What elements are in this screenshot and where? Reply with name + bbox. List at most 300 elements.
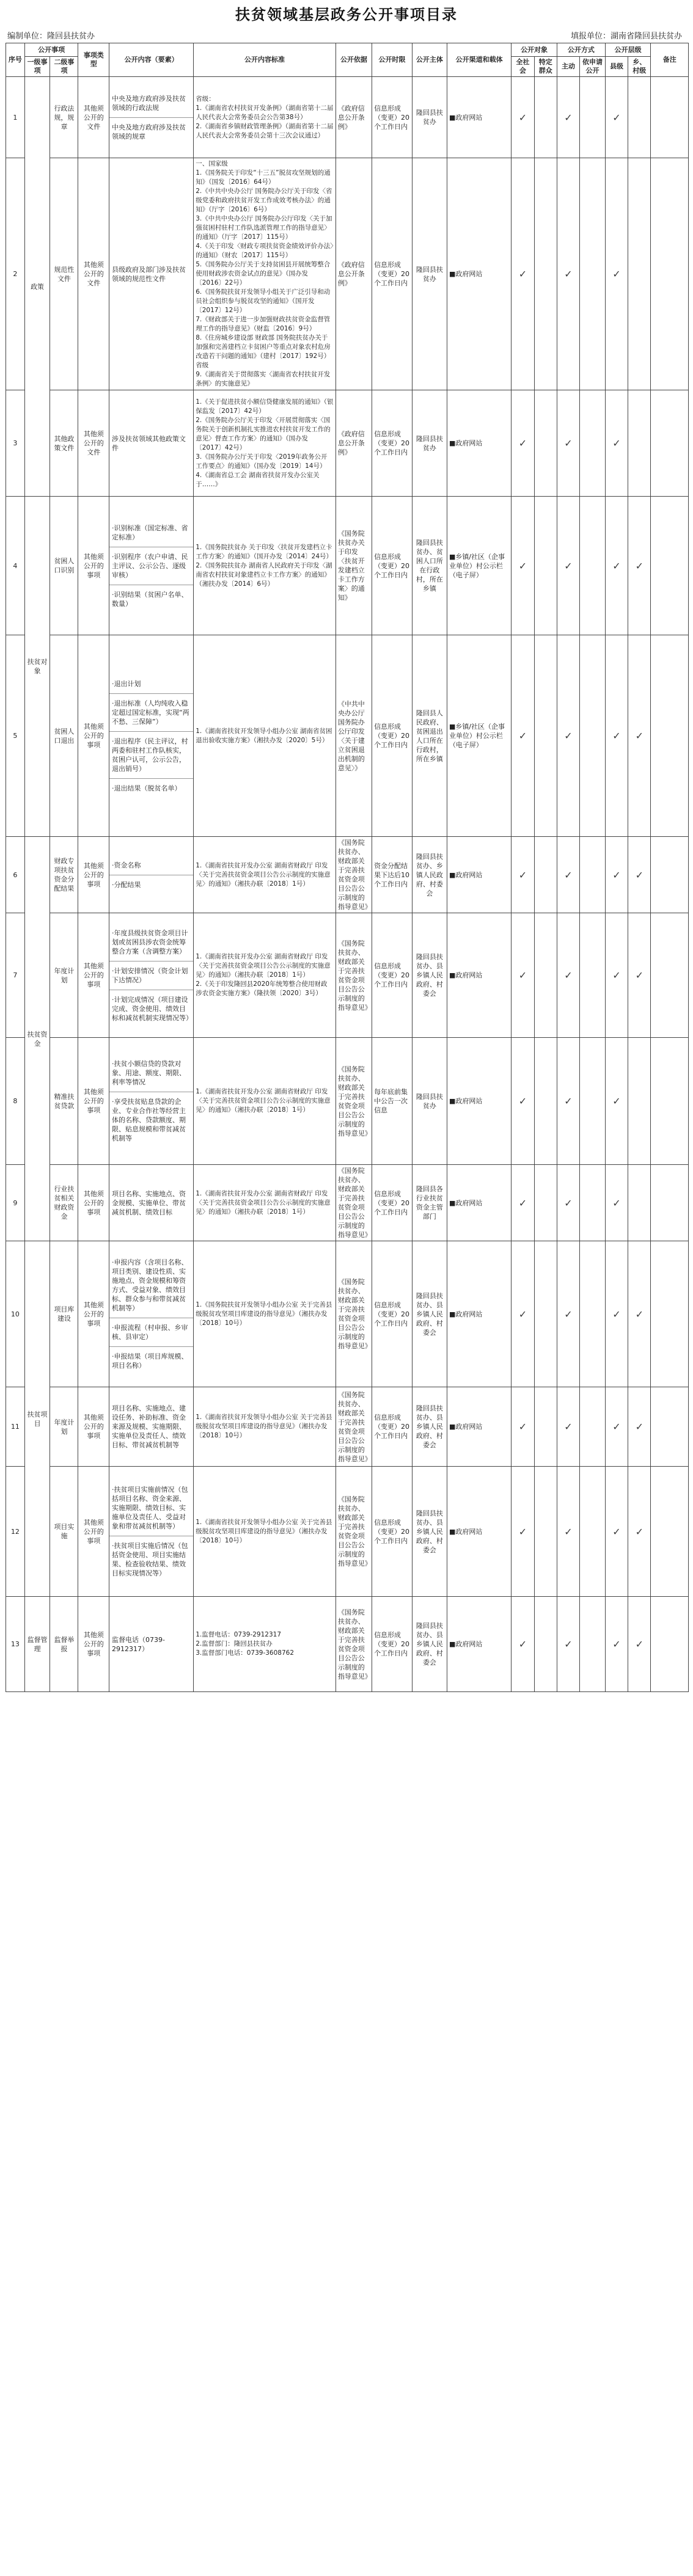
check-obj-all xyxy=(512,158,534,390)
channel: ■政府网站 xyxy=(447,390,511,497)
content-element: ·识别程序（农户申请、民主评议、公示公告、逐级审核） xyxy=(109,547,193,585)
check-mark-icon: ✓ xyxy=(564,560,573,572)
table-row xyxy=(6,1241,689,1387)
table-row xyxy=(6,1038,689,1165)
content-element: ·识别标准（国定标准、省定标准） xyxy=(109,519,193,547)
header-object: 公开对象 xyxy=(512,43,557,57)
content-elements xyxy=(109,1038,193,1165)
item-type: 其他须公开的事项 xyxy=(78,1467,109,1597)
channel: ■政府网站 xyxy=(447,1038,511,1165)
check-l-town xyxy=(628,635,651,837)
check-m-apply xyxy=(580,1165,606,1241)
disclosure-table xyxy=(6,43,689,1692)
check-mark-icon: ✓ xyxy=(612,1525,621,1538)
content-standard xyxy=(194,1597,336,1692)
content-elements xyxy=(109,1597,193,1692)
time-limit: 信息形成（变更）20个工作日内 xyxy=(372,1165,413,1241)
check-m-apply xyxy=(580,913,606,1038)
table-row xyxy=(6,77,689,158)
level1-item: 政策 xyxy=(24,77,50,497)
check-mark-icon: ✓ xyxy=(564,1308,573,1320)
legal-basis: 《中共中央办公厅 国务院办公厅印发〈关于建立贫困退出机制的意见〉》 xyxy=(336,635,372,837)
check-l-town xyxy=(628,913,651,1038)
content-elements xyxy=(109,837,193,913)
check-l-town xyxy=(628,837,651,913)
time-limit: 信息形成（变更）20个工作日内 xyxy=(372,77,413,158)
subject: 隆回县扶贫办、县乡镇人民政府、村委会 xyxy=(412,1241,447,1387)
standard-line: 4.《湖南省总工会 湖南省扶贫开发办公室关于……》 xyxy=(196,471,320,488)
content-elements xyxy=(109,390,193,497)
channel: ■乡镇/社区（企事业单位）村公示栏（电子屏） xyxy=(447,635,511,837)
check-mark-icon: ✓ xyxy=(518,1525,527,1538)
check-mark-icon: ✓ xyxy=(518,730,527,742)
header-remark: 备注 xyxy=(651,43,689,77)
subject: 隆回县扶贫办、贫困人口所在行政村，所在乡镇 xyxy=(412,497,447,635)
standard-line: 8.《住房城乡建设部 财政部 国务院扶贫办关于加强和完善建档立卡贫困户等重点对象农村危房改造若干问题的通知》（建村〔2017〕192号） xyxy=(196,334,331,360)
channel: ■政府网站 xyxy=(447,1387,511,1467)
check-m-active xyxy=(557,390,579,497)
content-elements xyxy=(109,1387,193,1467)
standard-line: 2.《湖南省乡镇财政管理条例》（湖南省第十二届人民代表大会常务委员会第十三次会议通过） xyxy=(196,122,334,139)
check-obj-all xyxy=(512,497,534,635)
level1-item: 扶贫资金 xyxy=(24,837,50,1241)
check-mark-icon: ✓ xyxy=(635,1308,644,1320)
check-mark-icon: ✓ xyxy=(518,969,527,981)
check-l-county xyxy=(605,913,628,1038)
standard-line: 1.《国务院扶贫办 关于印发〈扶贫开发建档立卡工作方案〉的通知》（国开办发〔2014〕24号） xyxy=(196,543,333,560)
check-l-town xyxy=(628,497,651,635)
level2-item: 项目库建设 xyxy=(50,1241,78,1387)
content-standard xyxy=(194,1165,336,1241)
check-l-county xyxy=(605,1038,628,1165)
subject: 隆回县扶贫办、县乡镇人民政府、村委会 xyxy=(412,1467,447,1597)
content-standard xyxy=(194,77,336,158)
check-l-town xyxy=(628,158,651,390)
legal-basis: 《政府信息公开条例》 xyxy=(336,158,372,390)
row-seq: 7 xyxy=(6,913,25,1038)
standard-line: 3.《国务院办公厅关于印发〈2019年政务公开工作要点〉的通知》（国办发〔2019〕14号） xyxy=(196,453,328,470)
check-obj-group xyxy=(534,1387,557,1467)
check-obj-group xyxy=(534,497,557,635)
content-element: ·分配结果 xyxy=(111,880,141,889)
channel: ■政府网站 xyxy=(447,158,511,390)
level1-item: 扶贫项目 xyxy=(24,1241,50,1597)
channel: ■政府网站 xyxy=(447,913,511,1038)
level2-item: 年度计划 xyxy=(50,1387,78,1467)
time-limit: 信息形成（变更）20个工作日内 xyxy=(372,913,413,1038)
check-m-apply xyxy=(580,1387,606,1467)
subject: 隆回县扶贫办 xyxy=(412,77,447,158)
content-element: 涉及扶贫领域其他政策文件 xyxy=(111,434,186,452)
level2-item: 其他政策文件 xyxy=(50,390,78,497)
standard-line: 1.《湖南省扶贫开发办公室 湖南省财政厅 印发〈关于完善扶贫资金项目公告公示制度的实施意见〉的通知》（湘扶办联〔2018〕1号） xyxy=(196,1189,331,1216)
remark xyxy=(651,913,689,1038)
time-limit: 信息形成（变更）20个工作日内 xyxy=(372,635,413,837)
check-mark-icon: ✓ xyxy=(612,268,621,280)
check-mark-icon: ✓ xyxy=(564,1197,573,1209)
standard-line: 7.《财政部关于进一步加强财政扶贫资金监督管理工作的指导意见》（财监〔2016〕9号） xyxy=(196,316,331,332)
standard-line: 3.《中共中央办公厅 国务院办公厅印发〈关于加强贫困村驻村工作队选派管理工作的指导意见〉的通知》（厅字〔2017〕115号） xyxy=(196,215,332,241)
item-type: 其他须公开的文件 xyxy=(78,158,109,390)
check-mark-icon: ✓ xyxy=(635,869,644,881)
content-elements xyxy=(109,913,193,1038)
standard-line: 2.《关于印发隆回县2020年统筹整合使用财政涉农资金实施方案》（隆扶领〔2020〕3号） xyxy=(196,980,328,997)
check-obj-all xyxy=(512,1038,534,1165)
time-limit: 信息形成（变更）20个工作日内 xyxy=(372,1241,413,1387)
check-m-apply xyxy=(580,837,606,913)
content-element: ·扶贫小额信贷的贷款对象、用途、额度、期限、利率等情况 xyxy=(109,1054,193,1092)
check-mark-icon: ✓ xyxy=(564,1095,573,1107)
standard-line: 一、国家级 xyxy=(196,160,228,167)
row-seq: 9 xyxy=(6,1165,25,1241)
check-m-apply xyxy=(580,1597,606,1692)
check-obj-all xyxy=(512,913,534,1038)
check-l-town xyxy=(628,1165,651,1241)
header-basis: 公开内容标准 xyxy=(194,43,336,77)
standard-line: 1.《湖南省扶贫开发办公室 湖南省财政厅 印发〈关于完善扶贫资金项目公告公示制度的实施意见〉的通知》（湘扶办联〔2018〕1号） xyxy=(196,861,331,888)
table-row xyxy=(6,913,689,1038)
check-m-apply xyxy=(580,1241,606,1387)
content-standard xyxy=(194,1241,336,1387)
standard-line: 省级： xyxy=(196,95,215,103)
check-m-apply xyxy=(580,635,606,837)
check-mark-icon: ✓ xyxy=(518,560,527,572)
standard-line: 1.《湖南省扶贫开发领导小组办公室 湖南省贫困退出验收实施方案》（湘扶办发〔2020〕5号） xyxy=(196,727,332,744)
content-element: ·计划安排情况（资金计划下达情况） xyxy=(109,961,193,990)
check-mark-icon: ✓ xyxy=(612,1095,621,1107)
header-m-apply: 依申请公开 xyxy=(580,57,606,77)
remark xyxy=(651,1241,689,1387)
table-row xyxy=(6,1165,689,1241)
level2-item: 行业扶贫相关财政资金 xyxy=(50,1165,78,1241)
header-level2: 二级事项 xyxy=(50,57,78,77)
check-l-county xyxy=(605,158,628,390)
table-body xyxy=(6,77,689,1692)
table-row xyxy=(6,497,689,635)
standard-line: 1.《国务院扶贫开发领导小组办公室 关于完善县级脱贫攻坚项目库建设的指导意见》（湘扶办发〔2018〕10号） xyxy=(196,1301,332,1327)
content-standard xyxy=(194,1467,336,1597)
check-mark-icon: ✓ xyxy=(564,1525,573,1538)
check-m-apply xyxy=(580,158,606,390)
header-seq: 序号 xyxy=(6,43,25,77)
header-law: 公开依据 xyxy=(336,43,372,77)
check-obj-group xyxy=(534,913,557,1038)
row-seq: 13 xyxy=(6,1597,25,1692)
check-mark-icon: ✓ xyxy=(564,1421,573,1432)
check-obj-all xyxy=(512,390,534,497)
content-element: ·计划完成情况（项目建设完成、资金使用、绩效目标和减贫机制实现情况等） xyxy=(111,995,193,1022)
row-seq: 10 xyxy=(6,1241,25,1387)
check-m-active xyxy=(557,1467,579,1597)
content-element: ·扶贫项目实施前情况（包括项目名称、资金来源、实施期限、绩效目标、实施单位及责任人、受益对象和带贫减贫机制等） xyxy=(109,1480,193,1536)
check-l-county xyxy=(605,77,628,158)
remark xyxy=(651,1038,689,1165)
content-element: ·年度县级扶贫资金项目计划或贫困县涉农资金统筹整合方案（含调整方案） xyxy=(109,924,193,961)
check-obj-all xyxy=(512,1467,534,1597)
check-mark-icon: ✓ xyxy=(564,730,573,742)
subject: 隆回县扶贫办、乡镇人民政府、村委会 xyxy=(412,837,447,913)
filler-unit: 填报单位：湖南省隆回县扶贫办 xyxy=(570,32,682,41)
standard-line: 1.《湖南省扶贫开发领导小组办公室 关于完善县级脱贫攻坚项目库建设的指导意见》（湘扶办发〔2018〕10号） xyxy=(196,1518,332,1544)
level2-item: 规范性文件 xyxy=(50,158,78,390)
time-limit: 信息形成（变更）20个工作日内 xyxy=(372,1597,413,1692)
check-mark-icon: ✓ xyxy=(564,1638,573,1650)
check-m-apply xyxy=(580,1038,606,1165)
subject: 隆回县扶贫办、县乡镇人民政府、村委会 xyxy=(412,1597,447,1692)
standard-line: 1.《国务院关于印发“十三五”脱贫攻坚规划的通知》（国发〔2016〕64号） xyxy=(196,169,331,186)
standard-line: 4.《关于印发〈财政专项扶贫资金绩效评价办法〉的通知》（财农〔2017〕115号） xyxy=(196,243,334,259)
item-type: 其他须公开的事项 xyxy=(78,1165,109,1241)
check-l-town xyxy=(628,390,651,497)
check-m-active xyxy=(557,77,579,158)
content-standard xyxy=(194,635,336,837)
item-type: 其他须公开的事项 xyxy=(78,837,109,913)
check-l-town xyxy=(628,1241,651,1387)
check-m-active xyxy=(557,1038,579,1165)
content-elements xyxy=(109,635,193,837)
check-l-county xyxy=(605,1165,628,1241)
standard-line: 2.《中共中央办公厅 国务院办公厅关于印发〈省级党委和政府扶贫开发工作成效考核办法〉的通知》（厅字〔2016〕6号） xyxy=(196,188,332,213)
legal-basis: 《国务院扶贫办、财政部关于完善扶贫资金项目公告公示制度的指导意见》 xyxy=(336,913,372,1038)
time-limit: 资金分配结果下达后10个工作日内 xyxy=(372,837,413,913)
check-obj-group xyxy=(534,1467,557,1597)
table-row xyxy=(6,1387,689,1467)
row-seq: 5 xyxy=(6,635,25,837)
content-standard xyxy=(194,158,336,390)
table-row xyxy=(6,390,689,497)
check-obj-group xyxy=(534,837,557,913)
subject: 隆回县各行业扶贫资金主管部门 xyxy=(412,1165,447,1241)
level2-item: 年度计划 xyxy=(50,913,78,1038)
check-mark-icon: ✓ xyxy=(518,1197,527,1209)
check-l-county xyxy=(605,837,628,913)
check-mark-icon: ✓ xyxy=(612,969,621,981)
check-obj-all xyxy=(512,1241,534,1387)
header-level1: 一级事项 xyxy=(24,57,50,77)
check-l-county xyxy=(605,1597,628,1692)
level2-item: 精准扶贫贷款 xyxy=(50,1038,78,1165)
content-standard xyxy=(194,390,336,497)
check-obj-group xyxy=(534,158,557,390)
check-mark-icon: ✓ xyxy=(635,1638,644,1650)
check-mark-icon: ✓ xyxy=(518,869,527,881)
content-element: 中央及地方政府涉及扶贫领域的行政法规 xyxy=(109,89,193,118)
check-mark-icon: ✓ xyxy=(635,969,644,981)
check-obj-group xyxy=(534,1597,557,1692)
check-mark-icon: ✓ xyxy=(564,969,573,981)
remark xyxy=(651,1387,689,1467)
header-item: 公开事项 xyxy=(24,43,78,57)
content-element: ·资金名称 xyxy=(109,856,193,875)
item-type: 其他须公开的事项 xyxy=(78,1387,109,1467)
check-l-county xyxy=(605,1467,628,1597)
check-obj-all xyxy=(512,1387,534,1467)
check-mark-icon: ✓ xyxy=(612,437,621,449)
check-obj-all xyxy=(512,1165,534,1241)
header-l-town: 乡、村级 xyxy=(628,57,651,77)
check-mark-icon: ✓ xyxy=(518,437,527,449)
check-obj-group xyxy=(534,390,557,497)
content-elements xyxy=(109,77,193,158)
subject: 隆回县人民政府、贫困退出人口所在行政村，所在乡镇 xyxy=(412,635,447,837)
check-mark-icon: ✓ xyxy=(635,1421,644,1432)
channel: ■政府网站 xyxy=(447,1241,511,1387)
standard-line: 3.监督部门电话：0739-3608762 xyxy=(196,1649,294,1657)
check-mark-icon: ✓ xyxy=(612,1421,621,1432)
check-mark-icon: ✓ xyxy=(612,869,621,881)
content-standard xyxy=(194,913,336,1038)
remark xyxy=(651,1597,689,1692)
check-m-active xyxy=(557,837,579,913)
check-l-town xyxy=(628,1597,651,1692)
level2-item: 财政专项扶贫资金分配结果 xyxy=(50,837,78,913)
check-mark-icon: ✓ xyxy=(612,1197,621,1209)
content-elements xyxy=(109,1467,193,1597)
check-l-town xyxy=(628,1467,651,1597)
remark xyxy=(651,158,689,390)
legal-basis: 《国务院扶贫办、财政部关于完善扶贫资金项目公告公示制度的指导意见》 xyxy=(336,1387,372,1467)
check-l-county xyxy=(605,1387,628,1467)
check-m-active xyxy=(557,1597,579,1692)
legal-basis: 《国务院扶贫办、财政部关于完善扶贫资金项目公告公示制度的指导意见》 xyxy=(336,1597,372,1692)
check-l-county xyxy=(605,497,628,635)
header-content: 公开内容（要素） xyxy=(109,43,193,77)
legal-basis: 《国务院扶贫办、财政部关于完善扶贫资金项目公告公示制度的指导意见》 xyxy=(336,1165,372,1241)
channel: ■政府网站 xyxy=(447,1467,511,1597)
time-limit: 信息形成（变更）20个工作日内 xyxy=(372,1467,413,1597)
check-m-active xyxy=(557,158,579,390)
check-m-active xyxy=(557,497,579,635)
check-m-active xyxy=(557,635,579,837)
check-l-town xyxy=(628,1387,651,1467)
time-limit: 信息形成（变更）20个工作日内 xyxy=(372,158,413,390)
level1-item: 监督管理 xyxy=(24,1597,50,1692)
check-mark-icon: ✓ xyxy=(564,869,573,881)
item-type: 其他须公开的事项 xyxy=(78,1597,109,1692)
standard-line: 6.《国务院扶贫开发领导小组关于广泛引导和动员社会组织参与脱贫攻坚的通知》（国开发〔2017〕12号） xyxy=(196,288,331,314)
subject: 隆回县扶贫办 xyxy=(412,158,447,390)
check-obj-group xyxy=(534,1165,557,1241)
content-element: ·扶贫项目实施后情况（包括资金使用、项目实施结果、检查验收结果、绩效目标实现情况等） xyxy=(111,1542,188,1577)
check-m-apply xyxy=(580,77,606,158)
content-elements xyxy=(109,1165,193,1241)
subject: 隆回县扶贫办 xyxy=(412,1038,447,1165)
content-standard xyxy=(194,497,336,635)
document-title: 扶贫领域基层政务公开事项目录 xyxy=(235,6,458,23)
content-element: ·识别结果（贫困户名单、数量） xyxy=(111,590,188,608)
remark xyxy=(651,1467,689,1597)
content-element: 监督电话（0739-2912317） xyxy=(111,1635,165,1653)
check-mark-icon: ✓ xyxy=(564,268,573,280)
table-row xyxy=(6,635,689,837)
level1-item: 扶贫对象 xyxy=(24,497,50,837)
standard-line: 2.监督部门：隆回县扶贫办 xyxy=(196,1640,273,1647)
standard-line: 省级 xyxy=(196,362,209,369)
subject: 隆回县扶贫办、县乡镇人民政府、村委会 xyxy=(412,913,447,1038)
content-element: 项目名称、实施地点、资金规模、实施单位、带贫减贫机制、绩效目标 xyxy=(111,1189,186,1216)
content-element: ·申报流程（村申报、乡审核、县审定） xyxy=(109,1318,193,1347)
check-m-active xyxy=(557,1165,579,1241)
check-m-apply xyxy=(580,1467,606,1597)
content-elements xyxy=(109,158,193,390)
time-limit: 信息形成（变更）20个工作日内 xyxy=(372,390,413,497)
row-seq: 8 xyxy=(6,1038,25,1165)
standard-line: 5.《国务院办公厅关于支持贫困县开展统筹整合使用财政涉农资金试点的意见》（国办发〔2016〕22号） xyxy=(196,261,331,286)
remark xyxy=(651,497,689,635)
legal-basis: 《国务院扶贫办、财政部关于完善扶贫资金项目公告公示制度的指导意见》 xyxy=(336,1038,372,1165)
legal-basis: 《政府信息公开条例》 xyxy=(336,390,372,497)
check-mark-icon: ✓ xyxy=(635,1525,644,1538)
remark xyxy=(651,837,689,913)
legal-basis: 《国务院扶贫办、财政部关于完善扶贫资金项目公告公示制度的指导意见》 xyxy=(336,837,372,913)
table-row xyxy=(6,1597,689,1692)
time-limit: 信息形成（变更）20个工作日内 xyxy=(372,497,413,635)
item-type: 其他须公开的事项 xyxy=(78,497,109,635)
header-channel: 公开渠道和载体 xyxy=(447,43,511,77)
row-seq: 4 xyxy=(6,497,25,635)
row-seq: 1 xyxy=(6,77,25,158)
check-mark-icon: ✓ xyxy=(612,730,621,742)
check-mark-icon: ✓ xyxy=(564,111,573,123)
channel: ■政府网站 xyxy=(447,837,511,913)
check-mark-icon: ✓ xyxy=(518,111,527,123)
header-m-active: 主动 xyxy=(557,57,579,77)
content-standard xyxy=(194,1038,336,1165)
item-type: 其他须公开的事项 xyxy=(78,635,109,837)
subject: 隆回县扶贫办 xyxy=(412,390,447,497)
check-mark-icon: ✓ xyxy=(635,560,644,572)
check-mark-icon: ✓ xyxy=(612,1308,621,1320)
check-mark-icon: ✓ xyxy=(635,730,644,742)
check-m-active xyxy=(557,913,579,1038)
channel: ■政府网站 xyxy=(447,1165,511,1241)
check-mark-icon: ✓ xyxy=(518,1421,527,1432)
check-obj-group xyxy=(534,1038,557,1165)
legal-basis: 《国务院扶贫办、财政部关于完善扶贫资金项目公告公示制度的指导意见》 xyxy=(336,1467,372,1597)
content-element: ·退出程序（民主评议，村两委和驻村工作队核实，贫困户认可，公示公告，退出销号） xyxy=(109,732,193,779)
check-obj-group xyxy=(534,1241,557,1387)
check-l-county xyxy=(605,1241,628,1387)
check-l-county xyxy=(605,635,628,837)
check-mark-icon: ✓ xyxy=(518,1095,527,1107)
standard-line: 2.《国务院办公厅关于印发〈开展贯彻落实〈国务院关于创新机制扎实推进农村扶贫开发工作的意见〉督查工作方案〉的通知》（国办发〔2017〕42号） xyxy=(196,416,331,451)
row-seq: 2 xyxy=(6,158,25,390)
check-m-active xyxy=(557,1387,579,1467)
check-obj-group xyxy=(534,635,557,837)
check-m-apply xyxy=(580,497,606,635)
table-row xyxy=(6,837,689,913)
check-mark-icon: ✓ xyxy=(518,268,527,280)
item-type: 其他须公开的事项 xyxy=(78,913,109,1038)
table-row xyxy=(6,1467,689,1597)
standard-line: 1.《湖南省扶贫开发办公室 湖南省财政厅 印发〈关于完善扶贫资金项目公告公示制度的实施意见〉的通知》（湘扶办联〔2018〕1号） xyxy=(196,953,331,979)
item-type: 其他须公开的事项 xyxy=(78,1241,109,1387)
check-obj-all xyxy=(512,837,534,913)
level2-item: 监督举报 xyxy=(50,1597,78,1692)
subject: 隆回县扶贫办、县乡镇人民政府、村委会 xyxy=(412,1387,447,1467)
row-seq: 12 xyxy=(6,1467,25,1597)
content-element: 县级政府及部门涉及扶贫领域的规范性文件 xyxy=(111,265,186,283)
remark xyxy=(651,1165,689,1241)
check-mark-icon: ✓ xyxy=(518,1638,527,1650)
check-l-town xyxy=(628,77,651,158)
content-standard xyxy=(194,1387,336,1467)
content-element: ·退出计划 xyxy=(109,674,193,694)
level2-item: 项目实施 xyxy=(50,1467,78,1597)
legal-basis: 《政府信息公开条例》 xyxy=(336,77,372,158)
content-element: ·申报结果（项目库规模、项目名称） xyxy=(111,1352,188,1370)
header-method: 公开方式 xyxy=(557,43,605,57)
